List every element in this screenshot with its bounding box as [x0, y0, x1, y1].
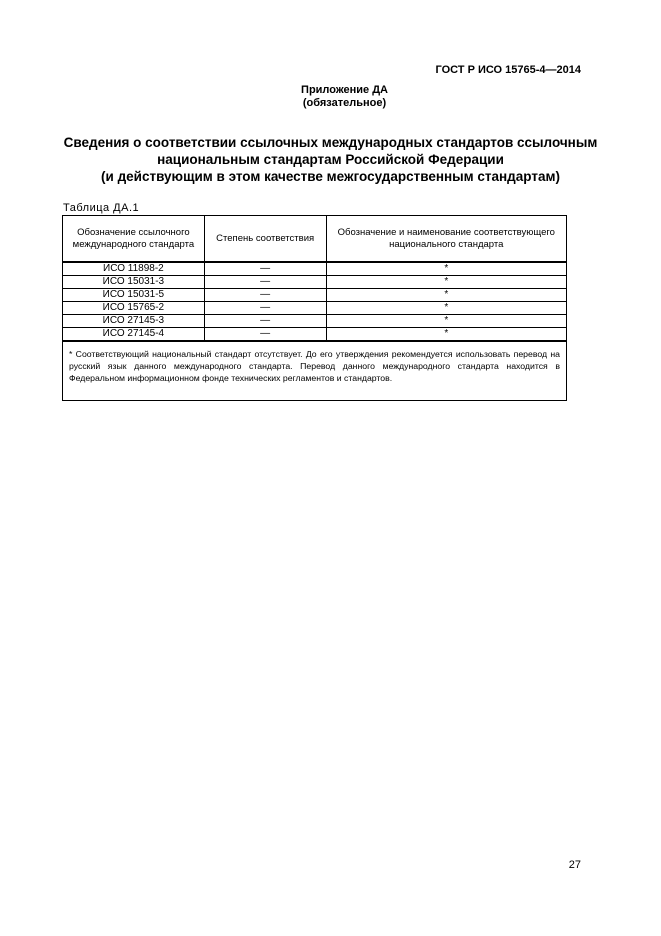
- section-title-line-2: национальным стандартам Российской Федерации: [157, 152, 504, 167]
- cell-standard-code: ИСО 15031-3: [63, 276, 205, 289]
- cell-national: *: [326, 328, 566, 342]
- section-title-line-1: Сведения о соответствии ссылочных международных стандартов ссылочным: [63, 135, 598, 150]
- section-title: [30, 134, 631, 185]
- cell-degree: —: [204, 276, 326, 289]
- page-number: 27: [568, 859, 581, 871]
- appendix-title: Приложение ДА: [301, 84, 388, 96]
- appendix-status: (обязательное): [302, 97, 387, 109]
- table-label: Таблица ДА.1: [63, 202, 140, 214]
- correspondence-table: [62, 215, 567, 401]
- cell-degree: —: [204, 302, 326, 315]
- cell-standard-code: ИСО 27145-3: [63, 315, 205, 328]
- cell-standard-code: ИСО 15031-5: [63, 289, 205, 302]
- cell-standard-code: ИСО 27145-4: [63, 328, 205, 342]
- cell-national: *: [326, 262, 566, 276]
- cell-degree: —: [204, 328, 326, 342]
- header-national-standard: Обозначение и наименование соответствующего национального стандарта: [326, 216, 566, 263]
- cell-national: *: [326, 302, 566, 315]
- table-header-row: [63, 216, 567, 263]
- table-footnote-row: [63, 341, 567, 401]
- cell-degree: —: [204, 315, 326, 328]
- cell-national: *: [326, 289, 566, 302]
- table-row: [63, 302, 567, 315]
- cell-standard-code: ИСО 15765-2: [63, 302, 205, 315]
- document-code: ГОСТ Р ИСО 15765-4—2014: [435, 64, 581, 76]
- cell-degree: —: [204, 289, 326, 302]
- cell-national: *: [326, 276, 566, 289]
- table-row: [63, 289, 567, 302]
- table-row: [63, 276, 567, 289]
- cell-national: *: [326, 315, 566, 328]
- table-row: [63, 262, 567, 276]
- cell-degree: —: [204, 262, 326, 276]
- table-footnote: * Соответствующий национальный стандарт отсутствует. До его утверждения рекомендуется использовать перевод на русский язык данного международного стандарта. Перевод данного международного стандарта находится в Федеральном информационном фонде технических регламентов и стандартов.: [63, 341, 567, 401]
- table-row: [63, 315, 567, 328]
- cell-standard-code: ИСО 11898-2: [63, 262, 205, 276]
- appendix-heading: [0, 84, 661, 110]
- table-row: [63, 328, 567, 342]
- header-international-standard: Обозначение ссылочного международного стандарта: [63, 216, 205, 263]
- header-degree-of-conformity: Степень соответствия: [204, 216, 326, 263]
- section-title-line-3: (и действующим в этом качестве межгосударственным стандартам): [101, 169, 560, 184]
